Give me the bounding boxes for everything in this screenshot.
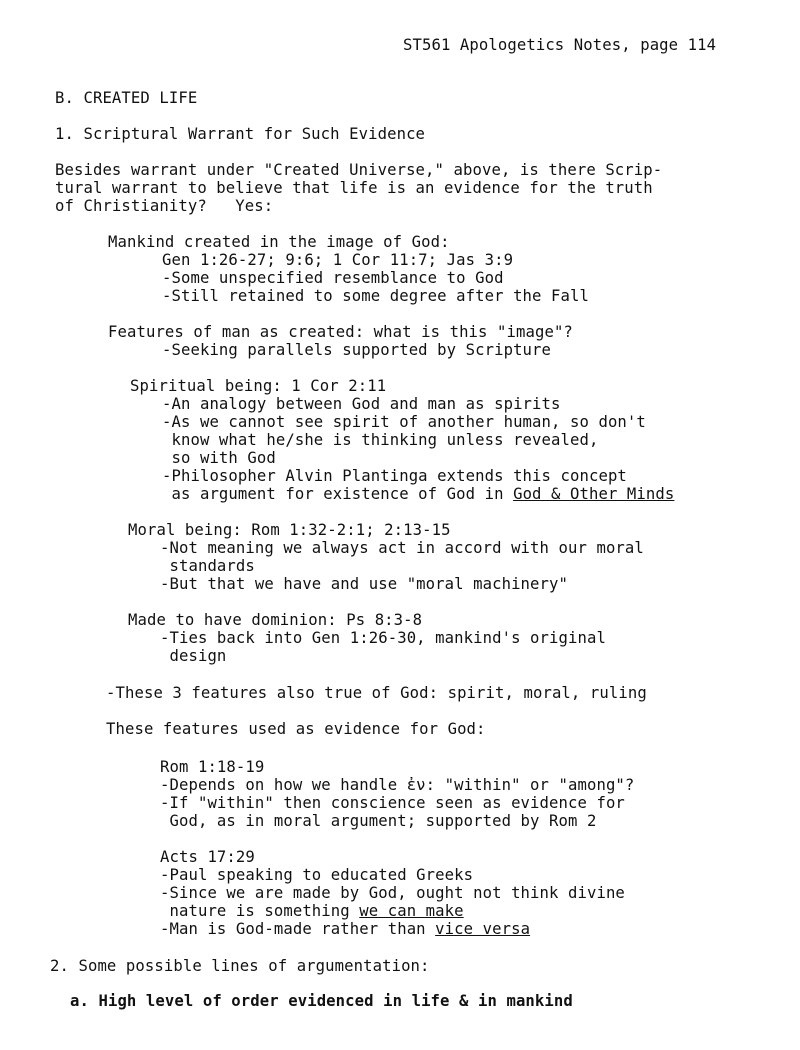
moral-heading: Moral being: Rom 1:32-2:1; 2:13-15 xyxy=(128,521,451,539)
subsection-2a-title: a. High level of order evidenced in life & in mankind xyxy=(70,992,573,1010)
subsection-2-title: 2. Some possible lines of argumentation: xyxy=(50,957,430,975)
acts-ref: Acts 17:29 xyxy=(160,848,255,866)
image-heading: Mankind created in the image of God: xyxy=(108,233,450,251)
image-item: -Some unspecified resemblance to God xyxy=(162,269,504,287)
features-heading: Features of man as created: what is this "image"? xyxy=(108,323,573,341)
moral-line: -But that we have and use "moral machinery" xyxy=(160,575,568,593)
intro-line: of Christianity? Yes: xyxy=(55,197,274,215)
romans-line: -If "within" then conscience seen as evidence for xyxy=(160,794,625,812)
spiritual-line: -As we cannot see spirit of another human, so don't xyxy=(162,413,646,431)
acts-line-prefix: -Man is God-made rather than xyxy=(160,920,436,938)
three-features: -These 3 features also true of God: spirit, moral, ruling xyxy=(106,684,647,702)
intro-line: tural warrant to believe that life is an evidence for the truth xyxy=(55,179,653,197)
underlined-phrase: we can make xyxy=(359,902,464,920)
acts-line: -Paul speaking to educated Greeks xyxy=(160,866,474,884)
romans-line: God, as in moral argument; supported by Rom 2 xyxy=(160,812,597,830)
features-item: -Seeking parallels supported by Scripture xyxy=(162,341,552,359)
book-title: God & Other Minds xyxy=(513,485,675,503)
spiritual-line: -Philosopher Alvin Plantinga extends this concept xyxy=(162,467,627,485)
spiritual-line: so with God xyxy=(162,449,276,467)
page-header: ST561 Apologetics Notes, page 114 xyxy=(403,36,717,54)
evidence-heading: These features used as evidence for God: xyxy=(106,720,486,738)
spiritual-line: -An analogy between God and man as spirits xyxy=(162,395,561,413)
acts-line xyxy=(160,920,530,938)
image-refs: Gen 1:26-27; 9:6; 1 Cor 11:7; Jas 3:9 xyxy=(162,251,514,269)
spiritual-heading: Spiritual being: 1 Cor 2:11 xyxy=(130,377,387,395)
spiritual-line: know what he/she is thinking unless revealed, xyxy=(162,431,599,449)
image-item: -Still retained to some degree after the Fall xyxy=(162,287,589,305)
dominion-line: design xyxy=(160,647,227,665)
moral-line: standards xyxy=(160,557,255,575)
spiritual-line-prefix: as argument for existence of God in xyxy=(162,485,514,503)
dominion-line: -Ties back into Gen 1:26-30, mankind's original xyxy=(160,629,606,647)
spiritual-line-last xyxy=(162,485,674,503)
intro-line: Besides warrant under "Created Universe," above, is there Scrip- xyxy=(55,161,663,179)
moral-line: -Not meaning we always act in accord with our moral xyxy=(160,539,644,557)
romans-ref: Rom 1:18-19 xyxy=(160,758,265,776)
romans-line: -Depends on how we handle ἐν: "within" or "among"? xyxy=(160,776,635,794)
acts-line-prefix: nature is something xyxy=(160,902,360,920)
acts-line xyxy=(160,902,464,920)
underlined-phrase: vice versa xyxy=(435,920,531,938)
section-title: B. CREATED LIFE xyxy=(55,89,198,107)
dominion-heading: Made to have dominion: Ps 8:3-8 xyxy=(128,611,423,629)
acts-line: -Since we are made by God, ought not think divine xyxy=(160,884,625,902)
subsection-1-title: 1. Scriptural Warrant for Such Evidence xyxy=(55,125,426,143)
